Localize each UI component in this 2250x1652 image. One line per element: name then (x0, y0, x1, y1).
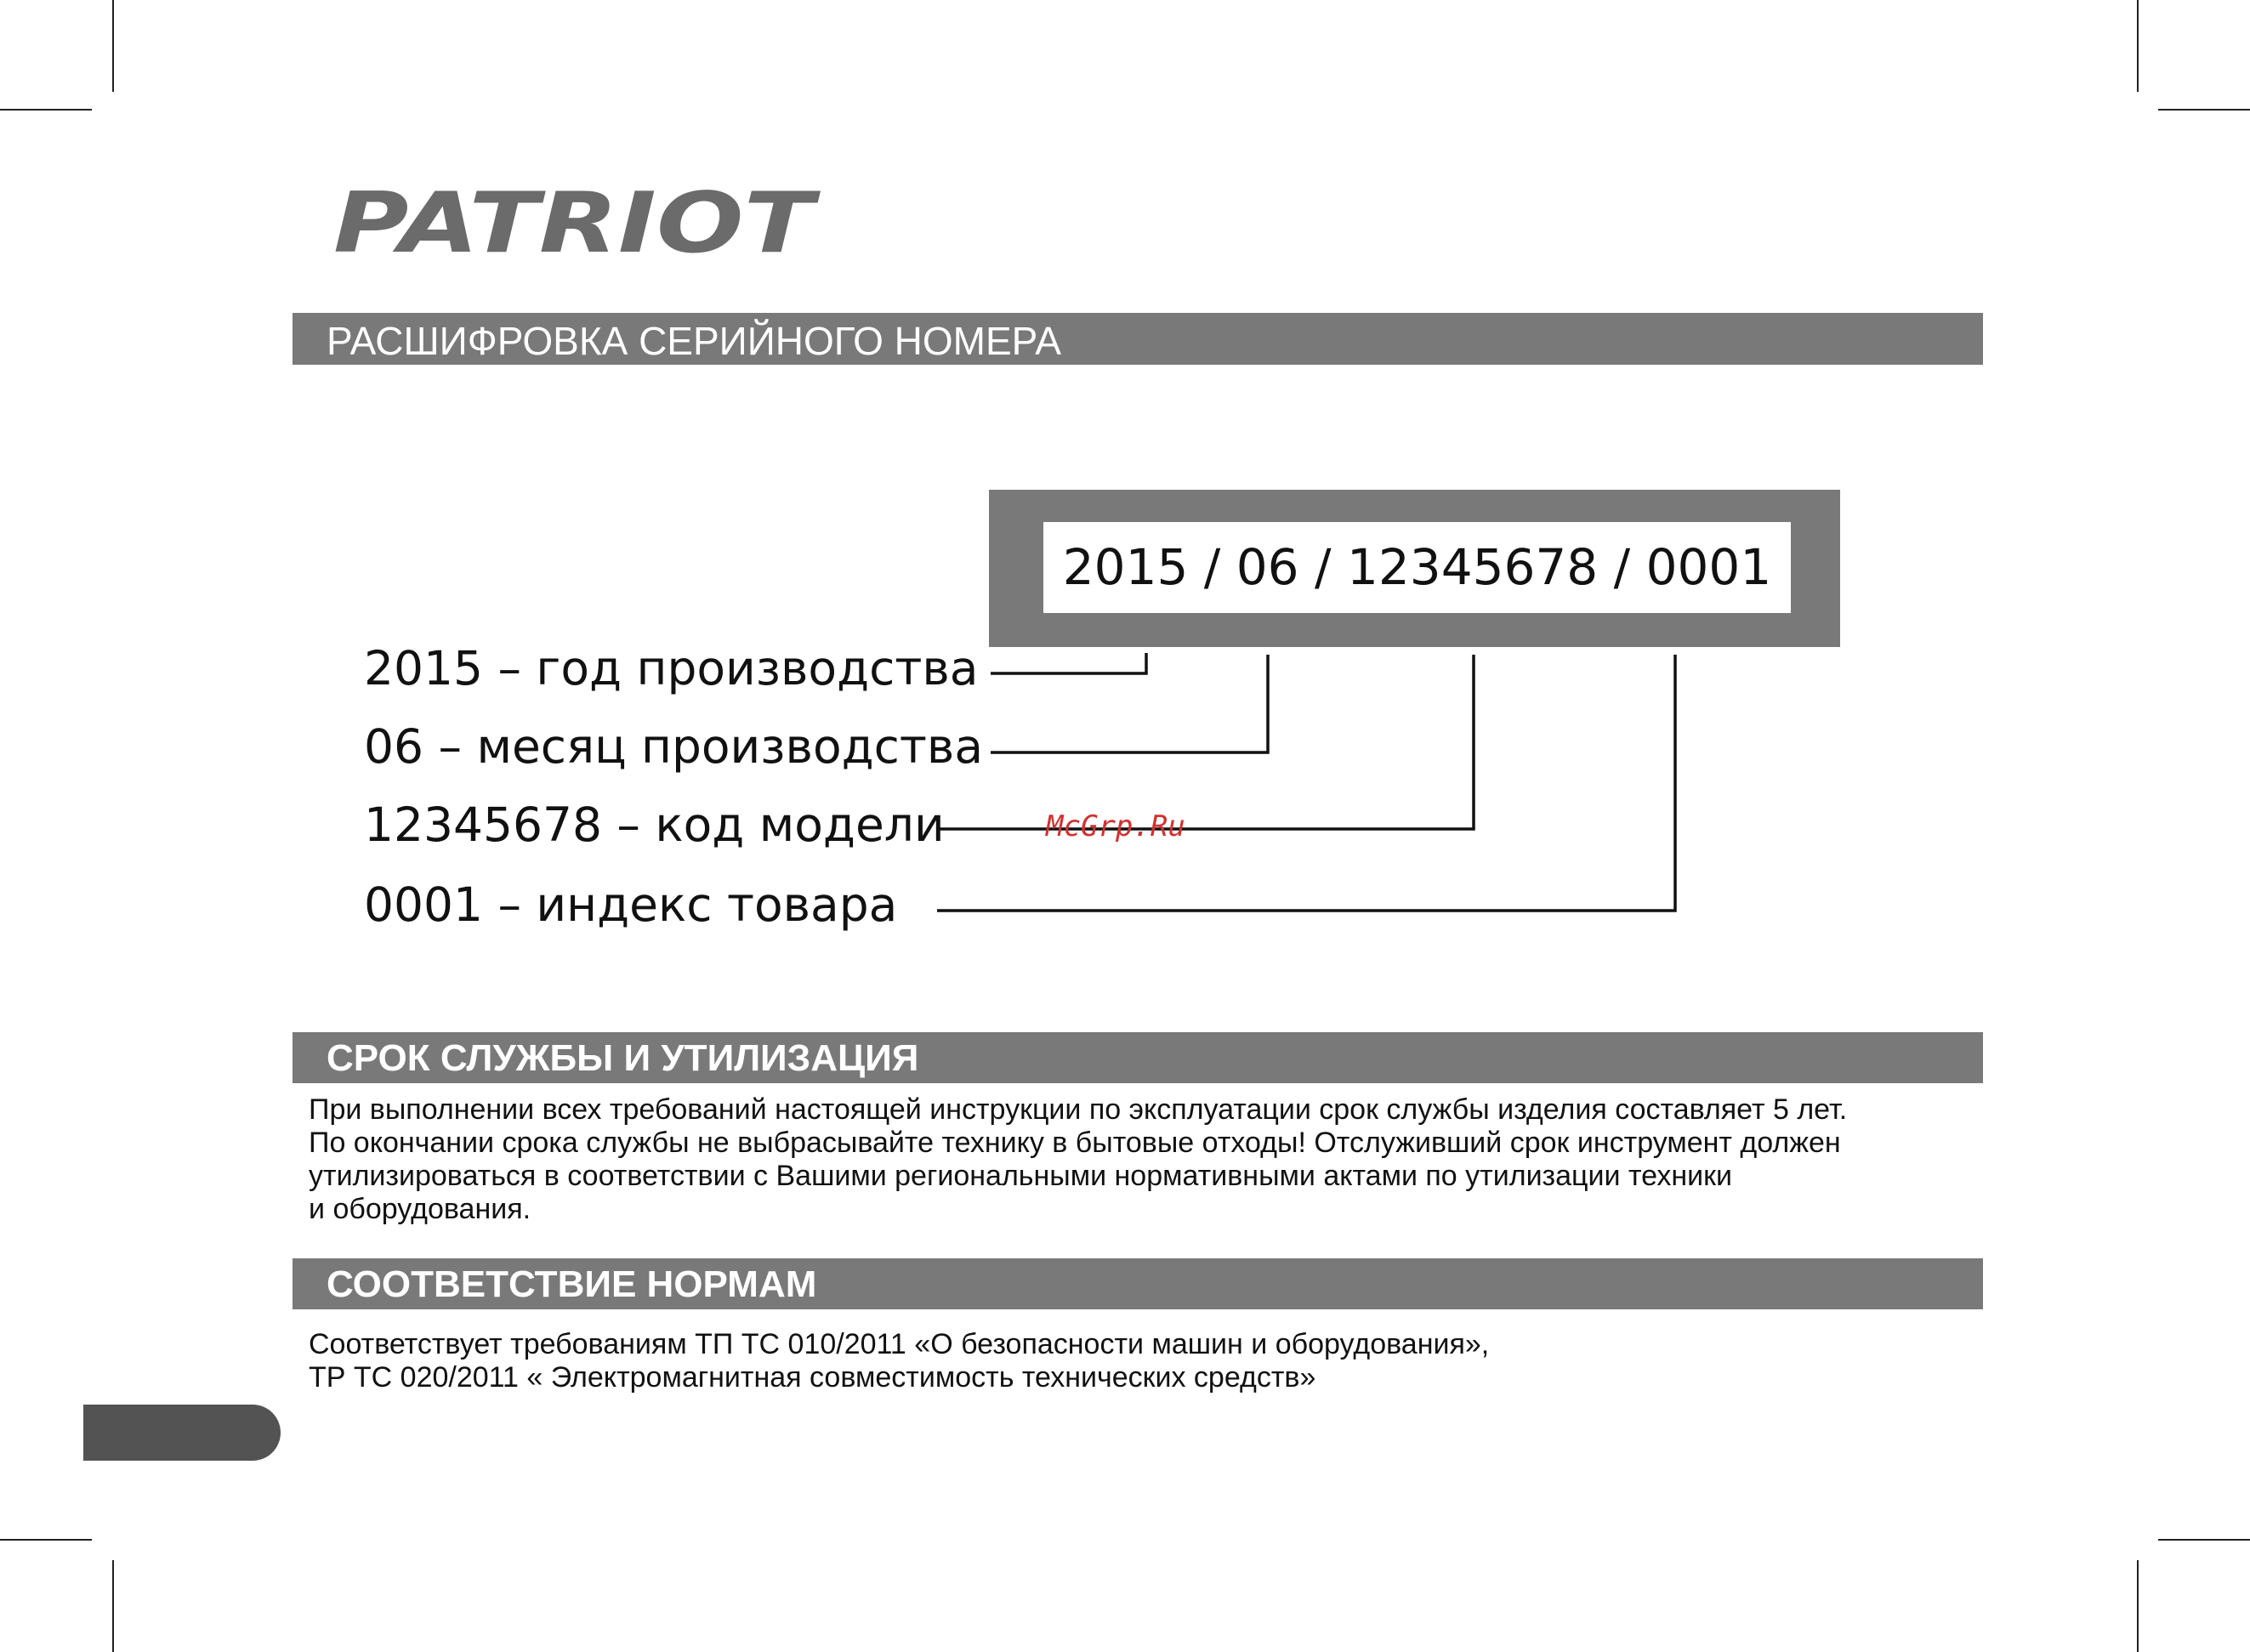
page-number-tab (83, 1405, 281, 1461)
legend-model-code: 12345678 – код модели (364, 798, 945, 852)
serial-number-value: 2015 / 06 / 12345678 / 0001 (1043, 522, 1791, 613)
compliance-section-title: СООТВЕТСТВИЕ НОРМАМ (327, 1263, 817, 1305)
logo-text: PATRIOT (333, 180, 821, 257)
connector-year (991, 653, 1146, 673)
legend-product-index: 0001 – индекс товара (364, 877, 898, 932)
connector-month (991, 655, 1268, 752)
service-life-line: и оборудования. (309, 1193, 531, 1225)
legend-month: 06 – месяц производства (364, 719, 984, 774)
compliance-section-header (293, 1258, 1983, 1309)
service-life-line: утилизироваться в соответствии с Вашими региональными нормативными актами по утилизации техники (309, 1160, 1732, 1192)
service-life-line: По окончании срока службы не выбрасывайте технику в бытовые отходы! Отслуживший срок инструмент должен (309, 1127, 1841, 1159)
legend-year: 2015 – год производства (364, 641, 979, 695)
connector-model (937, 655, 1474, 829)
service-life-section-title: СРОК СЛУЖБЫ И УТИЛИЗАЦИЯ (327, 1037, 919, 1079)
compliance-line: Соответствует требованиям ТП ТС 010/2011 «О безопасности машин и оборудования», (309, 1328, 1490, 1360)
connector-index (937, 655, 1675, 911)
serial-section-title: РАСШИФРОВКА СЕРИЙНОГО НОМЕРА (327, 319, 1061, 363)
service-life-section-header (293, 1032, 1983, 1083)
service-life-line: При выполнении всех требований настоящей инструкции по эксплуатации срок службы изделия составляет 5 лет. (309, 1093, 1848, 1126)
compliance-line: ТР ТС 020/2011 « Электромагнитная совместимость технических средств» (309, 1361, 1316, 1394)
watermark: McGrp.Ru (1046, 809, 1185, 843)
